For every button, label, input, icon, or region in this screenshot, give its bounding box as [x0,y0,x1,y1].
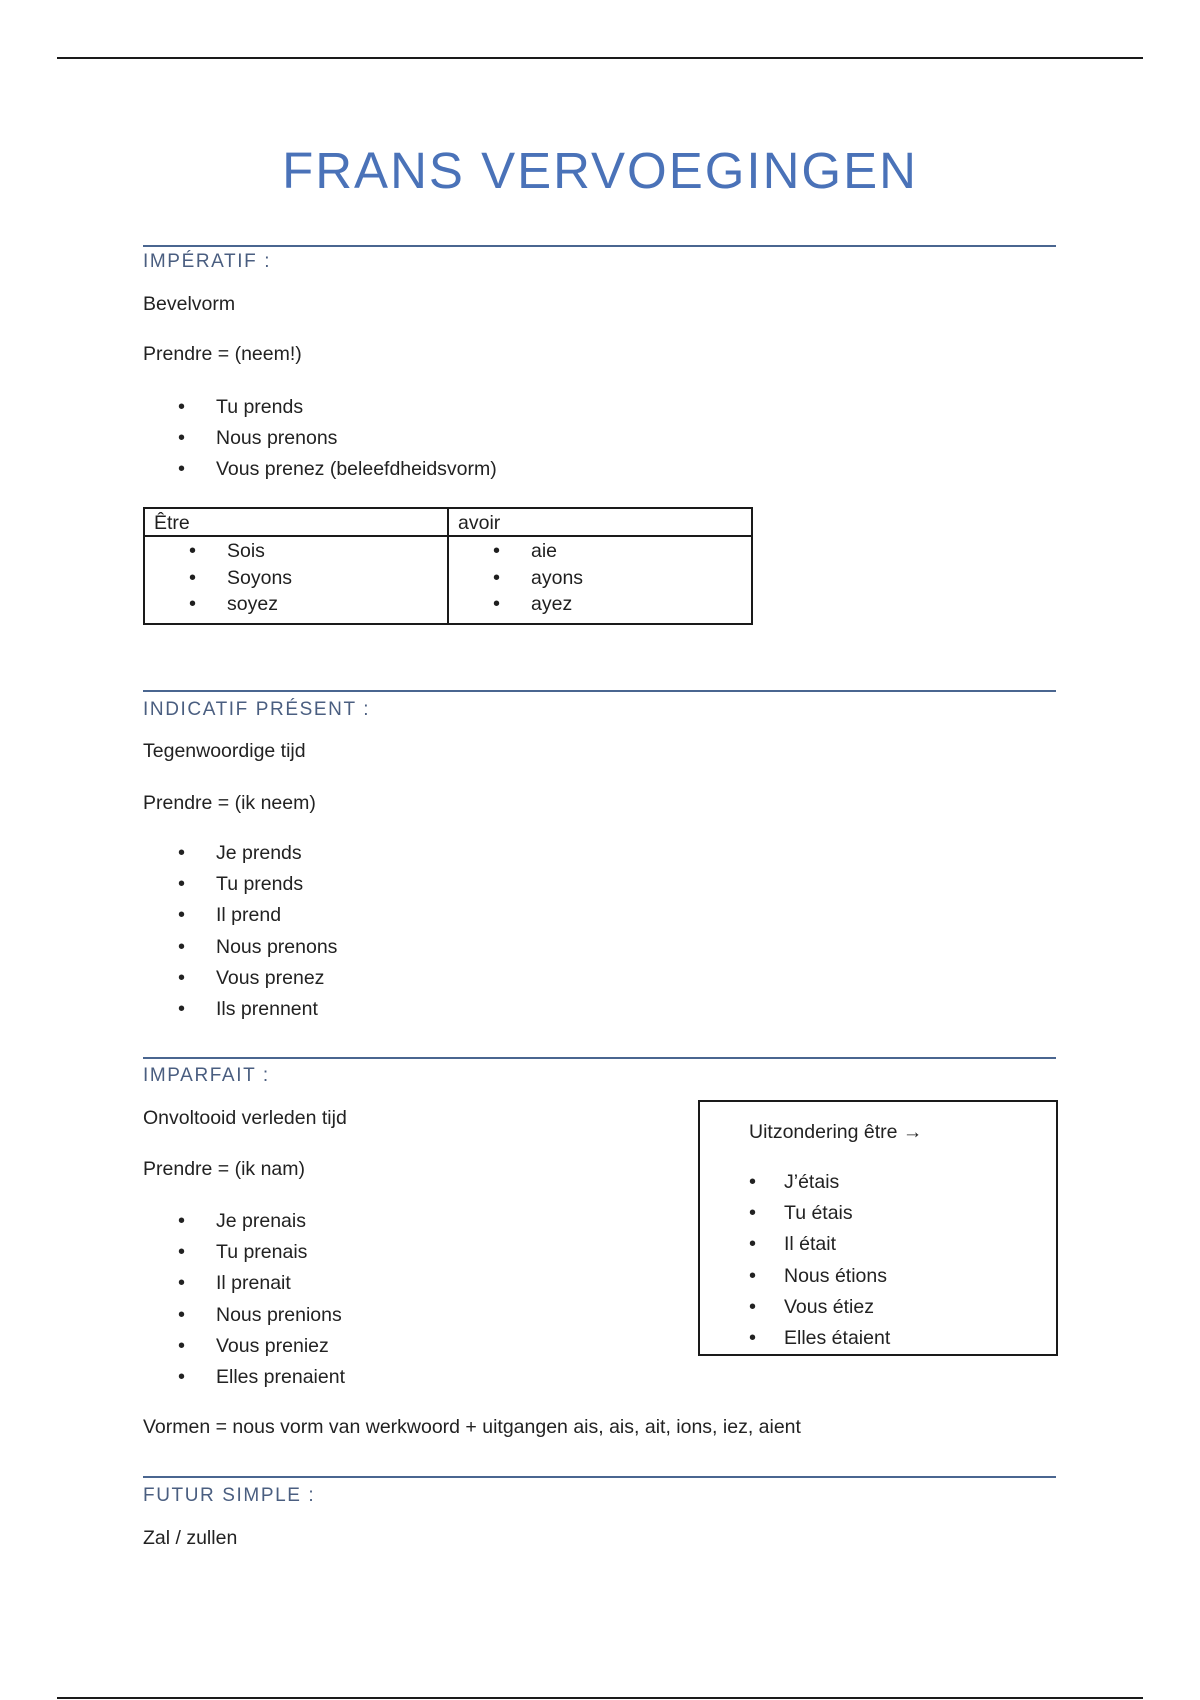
imparfait-rule [143,1057,1056,1059]
imperatif-example: Prendre = (neem!) [143,343,302,365]
list-item: • J’étais [714,1170,890,1201]
imparfait-forms-list [143,1209,345,1396]
list-item: • Tu prenais [143,1240,345,1271]
present-example: Prendre = (ik neem) [143,792,316,814]
list-item: • aie [449,539,751,566]
exception-title: Uitzondering être → [749,1121,923,1143]
present-forms-list [143,841,337,1028]
list-item: • Je prenais [143,1209,345,1240]
imperatif-subtitle: Bevelvorm [143,293,236,315]
exception-forms-list [714,1170,890,1357]
table-header-etre: Être [144,508,448,536]
list-item: • Nous étions [714,1264,890,1295]
imparfait-note: Vormen = nous vorm van werkwoord + uitgangen ais, ais, ait, ions, iez, aient [143,1416,801,1438]
list-item: • soyez [145,592,447,619]
list-item: • Vous étiez [714,1295,890,1326]
present-rule [143,690,1056,692]
table-header-avoir: avoir [448,508,752,536]
list-item: • Nous prenons [143,935,337,966]
imparfait-example: Prendre = (ik nam) [143,1158,306,1180]
present-heading: INDICATIF PRÉSENT : [143,699,371,720]
imparfait-heading: IMPARFAIT : [143,1065,270,1086]
bottom-page-rule [57,1697,1143,1699]
list-item: • Vous prenez (beleefdheidsvorm) [143,457,497,488]
list-item: • Tu prends [143,872,337,903]
present-subtitle: Tegenwoordige tijd [143,740,306,762]
list-item: • Tu prends [143,395,497,426]
list-item: • ayons [449,566,751,593]
list-item: • Ils prennent [143,997,337,1028]
futur-rule [143,1476,1056,1478]
imparfait-subtitle: Onvoltooid verleden tijd [143,1107,347,1129]
futur-subtitle: Zal / zullen [143,1527,238,1549]
imperatif-heading: IMPÉRATIF : [143,251,272,272]
imperatif-rule [143,245,1056,247]
list-item: • Vous prenez [143,966,337,997]
top-page-rule [57,57,1143,59]
list-item: • Nous prenons [143,426,497,457]
list-item: • Sois [145,539,447,566]
list-item: • Elles prenaient [143,1365,345,1396]
etre-avoir-table [143,507,753,625]
list-item: • Elles étaient [714,1326,890,1357]
imperatif-forms-list [143,395,497,489]
futur-heading: FUTUR SIMPLE : [143,1485,316,1506]
list-item: • Soyons [145,566,447,593]
list-item: • Il était [714,1232,890,1263]
table-cell-etre [144,536,448,624]
list-item: • Vous preniez [143,1334,345,1365]
list-item: • Tu étais [714,1201,890,1232]
list-item: • Il prend [143,903,337,934]
list-item: • Nous prenions [143,1303,345,1334]
list-item: • ayez [449,592,751,619]
list-item: • Je prends [143,841,337,872]
list-item: • Il prenait [143,1271,345,1302]
page-title: FRANS VERVOEGINGEN [282,142,918,199]
etre-exception-box [698,1100,1058,1356]
table-cell-avoir [448,536,752,624]
